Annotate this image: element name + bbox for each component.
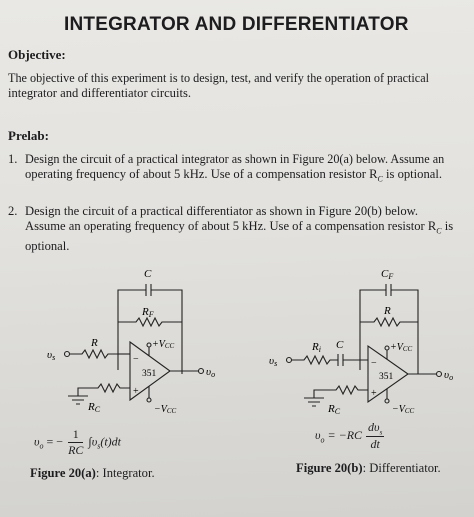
prelab-item-1-line-1: Design the circuit of a practical integrator as shown in Figure 20(a) below. Assume an	[25, 152, 445, 166]
integrator-capacitor-c	[146, 284, 151, 296]
prelab-item-2-line-1: Design the circuit of a practical differentiator as shown in Figure 20(b) below.	[25, 204, 419, 218]
integrator-label-vcc-pos	[152, 339, 175, 350]
differentiator-eq-lhs: υ	[315, 427, 321, 442]
integrator-label-rc-sub: C	[94, 405, 101, 414]
figure-20a-caption	[30, 466, 155, 481]
integrator-equation	[34, 427, 121, 458]
prelab-item-2-line-2-end: is	[441, 219, 454, 233]
differentiator-label-rc-sub: C	[334, 407, 341, 416]
integrator-label-vcc-neg	[154, 404, 177, 415]
differentiator-label-minus: −	[371, 358, 377, 369]
prelab-item-1	[25, 152, 470, 187]
integrator-eq-fraction	[68, 427, 83, 458]
integrator-resistor-rf	[118, 318, 182, 326]
integrator-circuit-diagram	[30, 262, 230, 422]
differentiator-eq-denominator: dt	[370, 437, 380, 452]
prelab-item-2	[25, 204, 470, 254]
prelab-item-2-line-2	[25, 219, 470, 239]
differentiator-label-vs-main: υ	[269, 355, 275, 367]
differentiator-eq-lhs-sub: o	[320, 435, 325, 445]
differentiator-capacitor-c	[338, 354, 343, 366]
integrator-label-rf-main: R	[142, 306, 149, 318]
integrator-label-rc-main: R	[88, 401, 95, 413]
differentiator-capacitor-cf	[386, 284, 391, 296]
differentiator-label-vo	[444, 369, 453, 382]
differentiator-wire-cf-right	[391, 290, 418, 374]
integrator-label-vs-sub: s	[52, 353, 56, 362]
integrator-label-c: C	[144, 268, 152, 280]
differentiator-input-terminal	[287, 358, 292, 363]
integrator-wire-c-left	[118, 290, 146, 370]
integrator-eq-lhs-sub: o	[39, 441, 44, 451]
differentiator-output-terminal	[437, 372, 442, 377]
integrator-eq-tail: (t)dt	[100, 434, 121, 449]
differentiator-vcc-neg-terminal	[385, 399, 389, 403]
integrator-label-vo-main: υ	[206, 366, 212, 378]
figure-20a-caption-rest: : Integrator.	[95, 466, 155, 480]
differentiator-label-vs	[269, 355, 277, 368]
differentiator-resistor-ri	[292, 356, 338, 364]
integrator-label-vo	[206, 366, 215, 379]
differentiator-resistor-rc	[314, 386, 368, 398]
differentiator-label-ri-main: R	[312, 341, 319, 353]
integrator-label-plus: +	[133, 386, 139, 397]
prelab-item-1-number: 1.	[8, 152, 18, 166]
prelab-heading: Prelab:	[8, 128, 49, 143]
integrator-label-vs-main: υ	[47, 349, 53, 361]
differentiator-label-vs-sub: s	[274, 359, 278, 368]
differentiator-label-vo-main: υ	[444, 369, 450, 381]
integrator-resistor-rc	[78, 384, 130, 396]
integrator-label-rf-sub: F	[148, 310, 154, 319]
differentiator-vcc-pos-terminal	[385, 346, 389, 350]
differentiator-eq-numerator	[366, 420, 384, 437]
differentiator-label-rc-main: R	[328, 403, 335, 415]
prelab-item-2-line-2-text: Assume an operating frequency of about 5 kHz. Use of a compensation resistor R	[25, 219, 437, 233]
page-title: INTEGRATOR AND DIFFERENTIATOR	[64, 14, 409, 35]
differentiator-label-r: R	[384, 305, 391, 317]
objective-line-2: integrator and differentiator circuits.	[8, 86, 192, 100]
differentiator-label-vcc-pos	[390, 342, 413, 353]
differentiator-label-opamp: 351	[379, 372, 394, 382]
integrator-eq-numerator: 1	[68, 427, 83, 443]
differentiator-label-cf-sub: F	[388, 272, 394, 281]
integrator-label-rc	[87, 401, 101, 414]
integrator-label-vcc-pos-main: +V	[152, 339, 165, 350]
differentiator-label-ri-sub: i	[318, 345, 321, 354]
prelab-item-2-number: 2.	[8, 204, 18, 218]
differentiator-label-ri	[311, 341, 321, 354]
integrator-eq-integrand-sub: s	[97, 441, 101, 451]
differentiator-ground-icon	[304, 398, 324, 406]
differentiator-eq-fraction	[366, 420, 384, 452]
integrator-wire-c-right	[151, 290, 182, 374]
prelab-item-1-rc-subscript: C	[377, 174, 383, 184]
integrator-label-r: R	[91, 337, 98, 349]
integrator-output-terminal	[199, 369, 204, 374]
integrator-ground-icon	[68, 396, 88, 404]
differentiator-eq-equals: = −RC	[327, 427, 363, 442]
figure-20a-caption-bold: Figure 20(a)	[30, 466, 96, 480]
integrator-label-rf	[141, 306, 154, 319]
differentiator-label-c: C	[336, 339, 344, 351]
integrator-label-opamp: 351	[142, 369, 157, 379]
integrator-vcc-neg-terminal	[147, 398, 151, 402]
differentiator-label-vcc-pos-sub: CC	[402, 345, 413, 353]
integrator-input-terminal	[65, 352, 70, 357]
differentiator-resistor-r	[360, 318, 418, 326]
integrator-label-minus: −	[133, 354, 139, 365]
integrator-vcc-pos-terminal	[147, 343, 151, 347]
integrator-label-vcc-neg-sub: CC	[166, 407, 177, 415]
differentiator-circuit-diagram	[250, 262, 465, 422]
integrator-label-vo-sub: o	[211, 370, 216, 379]
figure-20b-caption	[296, 461, 441, 476]
differentiator-label-vcc-pos-main: +V	[390, 342, 403, 353]
integrator-eq-lhs: υ	[34, 434, 40, 449]
prelab-item-1-line-2-text: operating frequency of about 5 kHz. Use of a compensation resistor R	[25, 167, 378, 181]
differentiator-equation	[315, 420, 384, 452]
differentiator-label-vo-sub: o	[449, 373, 454, 382]
prelab-item-1-line-2	[25, 167, 470, 187]
differentiator-label-cf-main: C	[381, 268, 389, 280]
figure-20b-caption-bold: Figure 20(b)	[296, 461, 363, 475]
differentiator-label-rc	[327, 403, 341, 416]
integrator-eq-equals: = −	[46, 434, 64, 449]
integrator-eq-integrand: ∫υ	[88, 434, 98, 449]
prelab-item-1-line-2-end: is optional.	[382, 167, 442, 181]
integrator-label-vcc-pos-sub: CC	[164, 342, 175, 350]
figure-20b-caption-rest: : Differentiator.	[362, 461, 441, 475]
objective-line-1: The objective of this experiment is to design, test, and verify the operation of practical	[8, 71, 430, 85]
differentiator-label-vcc-neg-sub: CC	[404, 407, 415, 415]
integrator-label-vs	[47, 349, 55, 362]
differentiator-eq-numerator-main: dυ	[368, 420, 380, 434]
integrator-label-vcc-neg-main: −V	[154, 404, 167, 415]
objective-text	[8, 71, 468, 101]
differentiator-label-plus: +	[371, 388, 377, 399]
differentiator-label-vcc-neg-main: −V	[392, 404, 405, 415]
differentiator-label-cf	[381, 268, 393, 281]
prelab-item-2-line-3: optional.	[25, 238, 70, 253]
integrator-eq-denominator: RC	[68, 443, 84, 457]
differentiator-label-vcc-neg	[392, 404, 415, 415]
prelab-item-2-rc-subscript: C	[436, 226, 442, 236]
differentiator-eq-numerator-sub: s	[379, 428, 383, 437]
objective-heading: Objective:	[8, 47, 66, 62]
